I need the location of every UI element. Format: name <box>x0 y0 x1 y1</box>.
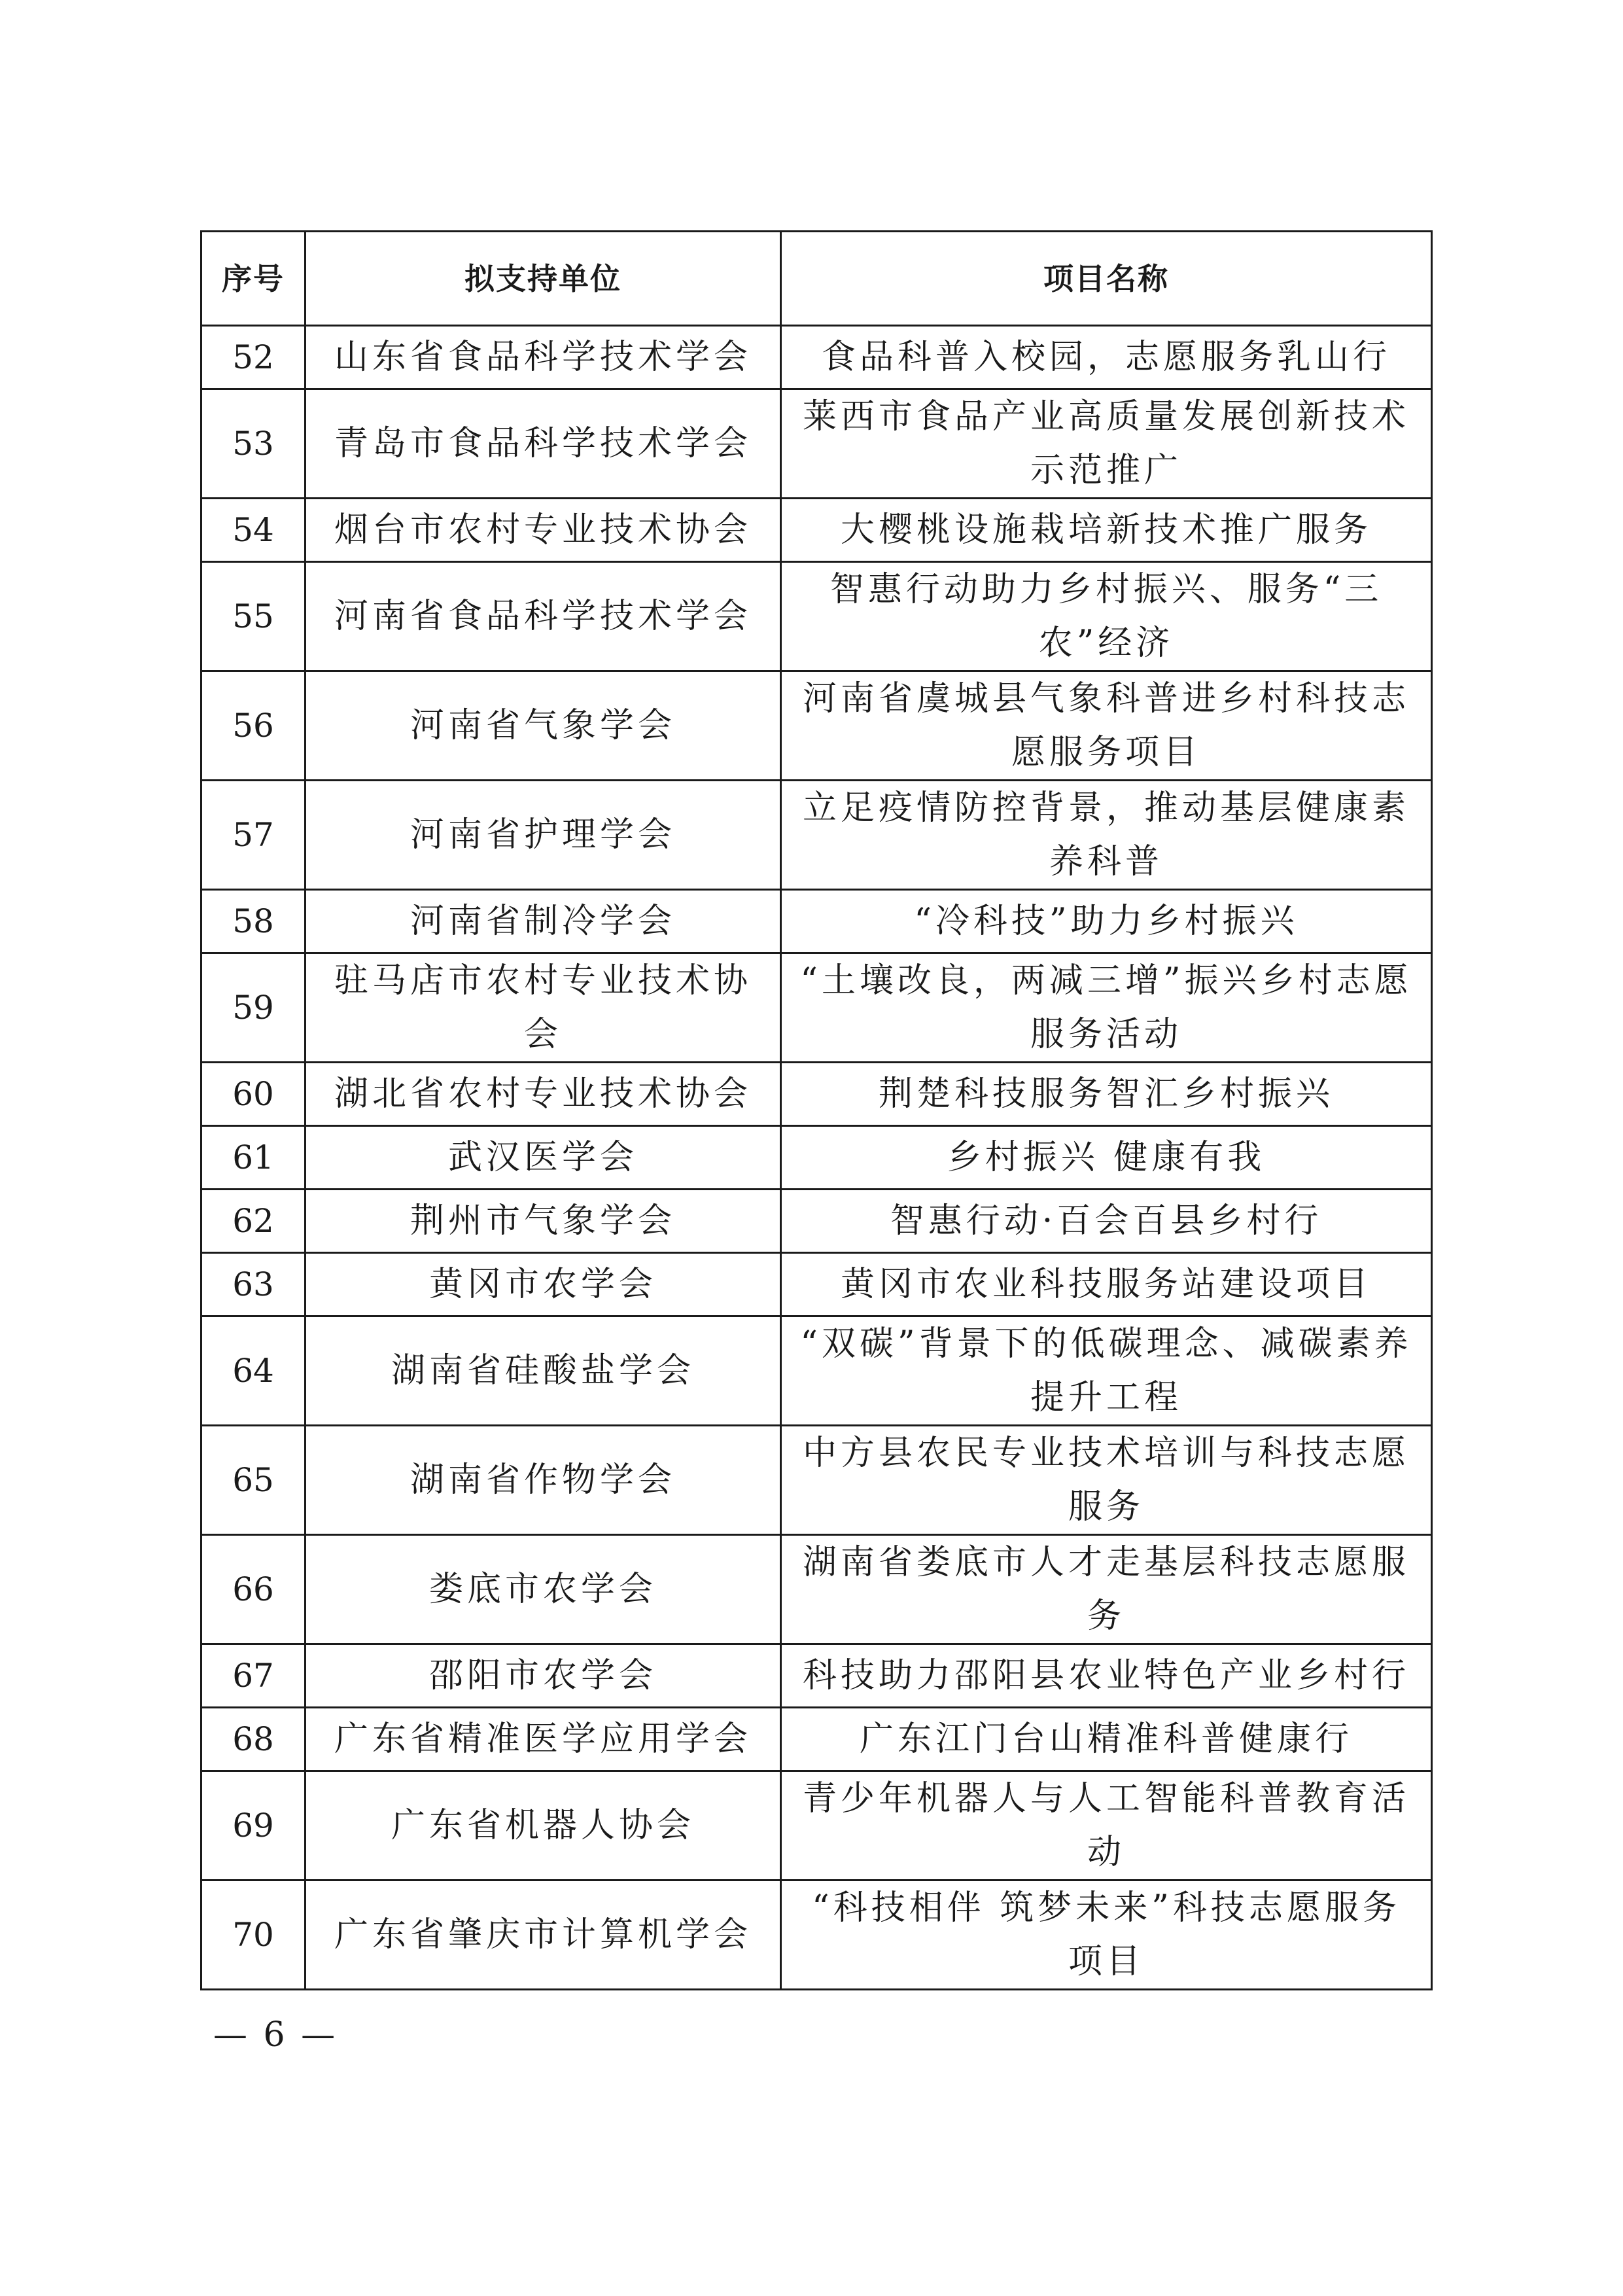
row-index: 53 <box>201 389 305 499</box>
row-index: 60 <box>201 1063 305 1126</box>
table-row <box>201 1190 1432 1253</box>
table-header-row <box>201 232 1432 326</box>
header-unit: 拟支持单位 <box>305 232 781 326</box>
row-unit: 烟台市农村专业技术协会 <box>305 499 781 562</box>
row-index: 65 <box>201 1426 305 1535</box>
table-row <box>201 1316 1432 1426</box>
table-row <box>201 326 1432 389</box>
row-unit: 广东省机器人协会 <box>305 1771 781 1881</box>
table-row <box>201 1881 1432 1990</box>
table-row <box>201 1426 1432 1535</box>
row-unit: 河南省护理学会 <box>305 781 781 890</box>
table-row <box>201 781 1432 890</box>
row-index: 56 <box>201 671 305 781</box>
table-row <box>201 671 1432 781</box>
row-unit: 河南省气象学会 <box>305 671 781 781</box>
header-name: 项目名称 <box>781 232 1432 326</box>
page-number: — 6 — <box>213 2015 338 2055</box>
table-row <box>201 890 1432 953</box>
row-project-name: 大樱桃设施栽培新技术推广服务 <box>781 499 1432 562</box>
row-project-name: 黄冈市农业科技服务站建设项目 <box>781 1253 1432 1316</box>
table-row <box>201 1126 1432 1190</box>
row-unit: 驻马店市农村专业技术协会 <box>305 953 781 1063</box>
table-row <box>201 499 1432 562</box>
header-index: 序号 <box>201 232 305 326</box>
row-project-name: 立足疫情防控背景，推动基层健康素养科普 <box>781 781 1432 890</box>
row-unit: 邵阳市农学会 <box>305 1644 781 1708</box>
row-index: 63 <box>201 1253 305 1316</box>
table-row <box>201 562 1432 671</box>
table-row <box>201 1644 1432 1708</box>
row-project-name: 智惠行动·百会百县乡村行 <box>781 1190 1432 1253</box>
row-unit: 黄冈市农学会 <box>305 1253 781 1316</box>
row-project-name: 莱西市食品产业高质量发展创新技术示范推广 <box>781 389 1432 499</box>
row-index: 61 <box>201 1126 305 1190</box>
row-project-name: 乡村振兴 健康有我 <box>781 1126 1432 1190</box>
row-unit: 娄底市农学会 <box>305 1535 781 1644</box>
table-row <box>201 953 1432 1063</box>
row-project-name: 河南省虞城县气象科普进乡村科技志愿服务项目 <box>781 671 1432 781</box>
row-index: 57 <box>201 781 305 890</box>
row-index: 54 <box>201 499 305 562</box>
row-project-name: “冷科技”助力乡村振兴 <box>781 890 1432 953</box>
row-unit: 广东省肇庆市计算机学会 <box>305 1881 781 1990</box>
row-index: 58 <box>201 890 305 953</box>
row-project-name: 荆楚科技服务智汇乡村振兴 <box>781 1063 1432 1126</box>
row-index: 59 <box>201 953 305 1063</box>
row-unit: 湖南省硅酸盐学会 <box>305 1316 781 1426</box>
table-row <box>201 389 1432 499</box>
row-unit: 广东省精准医学应用学会 <box>305 1708 781 1771</box>
row-project-name: 食品科普入校园，志愿服务乳山行 <box>781 326 1432 389</box>
table-row <box>201 1771 1432 1881</box>
table-row <box>201 1708 1432 1771</box>
row-project-name: “双碳”背景下的低碳理念、减碳素养提升工程 <box>781 1316 1432 1426</box>
row-index: 66 <box>201 1535 305 1644</box>
row-project-name: 广东江门台山精准科普健康行 <box>781 1708 1432 1771</box>
row-unit: 湖南省作物学会 <box>305 1426 781 1535</box>
row-project-name: “科技相伴 筑梦未来”科技志愿服务项目 <box>781 1881 1432 1990</box>
row-index: 62 <box>201 1190 305 1253</box>
row-project-name: 智惠行动助力乡村振兴、服务“三农”经济 <box>781 562 1432 671</box>
row-unit: 河南省食品科学技术学会 <box>305 562 781 671</box>
row-project-name: 湖南省娄底市人才走基层科技志愿服务 <box>781 1535 1432 1644</box>
table-row <box>201 1535 1432 1644</box>
table-row <box>201 1253 1432 1316</box>
table-row <box>201 1063 1432 1126</box>
row-unit: 武汉医学会 <box>305 1126 781 1190</box>
row-unit: 青岛市食品科学技术学会 <box>305 389 781 499</box>
row-index: 52 <box>201 326 305 389</box>
project-table <box>200 230 1433 1990</box>
row-project-name: 中方县农民专业技术培训与科技志愿服务 <box>781 1426 1432 1535</box>
row-unit: 湖北省农村专业技术协会 <box>305 1063 781 1126</box>
row-index: 70 <box>201 1881 305 1990</box>
row-project-name: 科技助力邵阳县农业特色产业乡村行 <box>781 1644 1432 1708</box>
row-project-name: 青少年机器人与人工智能科普教育活动 <box>781 1771 1432 1881</box>
row-index: 68 <box>201 1708 305 1771</box>
row-unit: 山东省食品科学技术学会 <box>305 326 781 389</box>
row-index: 67 <box>201 1644 305 1708</box>
row-index: 69 <box>201 1771 305 1881</box>
row-index: 64 <box>201 1316 305 1426</box>
row-unit: 河南省制冷学会 <box>305 890 781 953</box>
row-project-name: “土壤改良，两减三增”振兴乡村志愿服务活动 <box>781 953 1432 1063</box>
row-unit: 荆州市气象学会 <box>305 1190 781 1253</box>
row-index: 55 <box>201 562 305 671</box>
